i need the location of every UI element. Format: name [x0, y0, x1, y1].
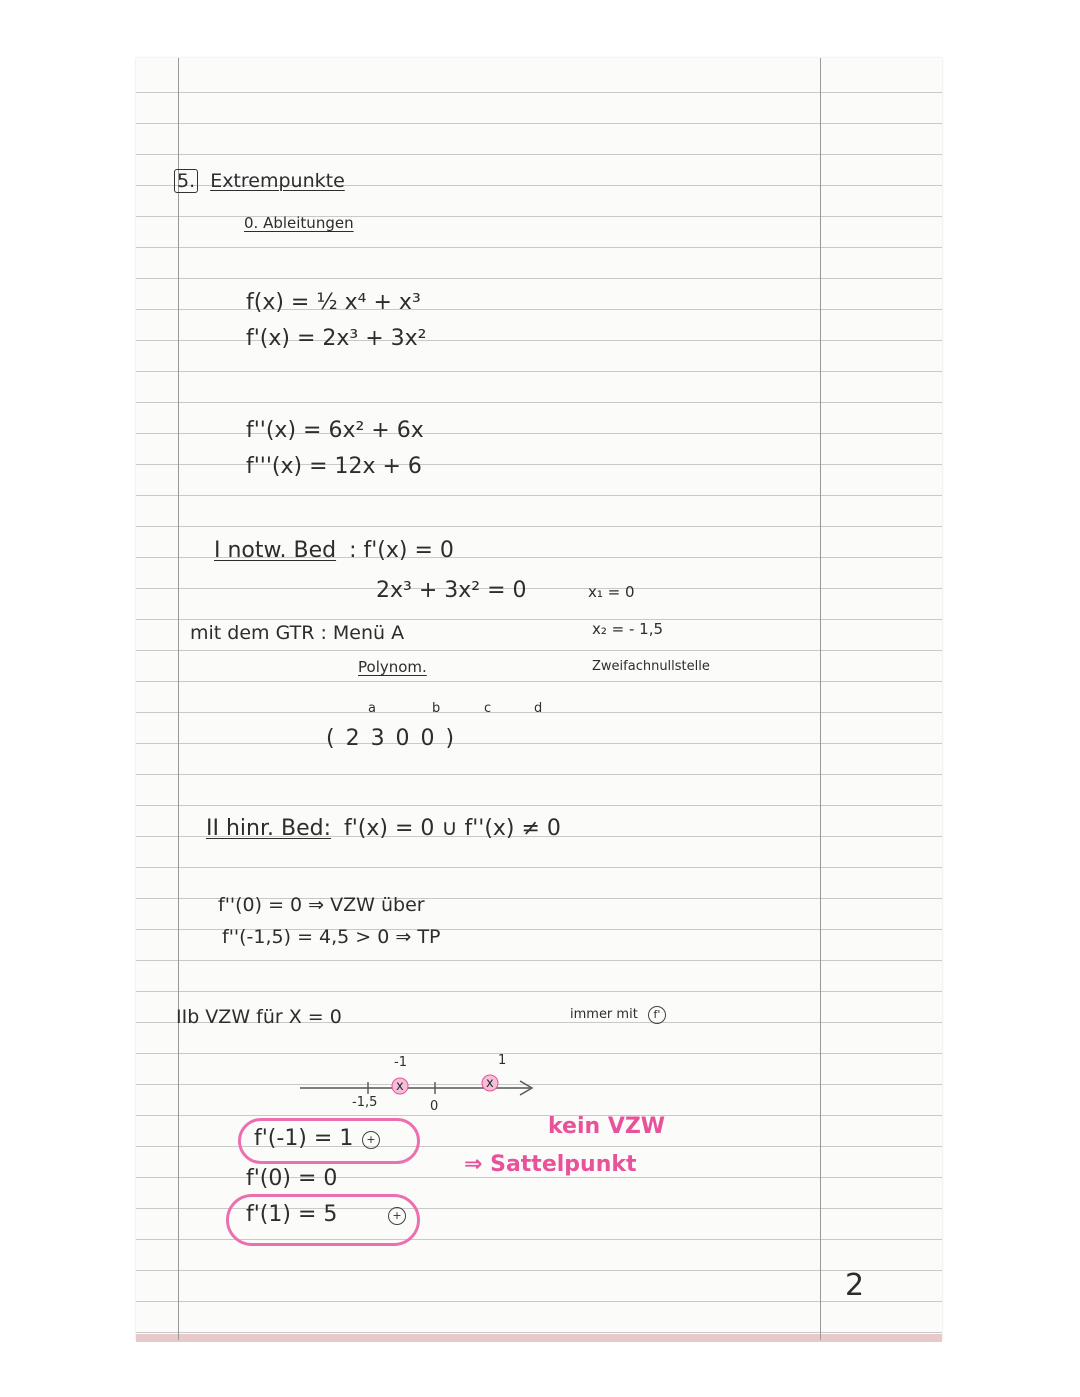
sign-plus-2: +	[388, 1204, 406, 1225]
step-derivatives: 0. Ableitungen	[244, 214, 354, 232]
sign-plus-1: +	[362, 1128, 380, 1149]
conclusion-no-sign-change: kein VZW	[548, 1114, 666, 1139]
coef-letter-a: a	[368, 701, 376, 716]
page-number: 2	[845, 1268, 865, 1303]
left-margin-line	[178, 58, 179, 1340]
check-f2-at-minus-1-5: f''(-1,5) = 4,5 > 0 ⇒ TP	[222, 926, 441, 948]
cond1-label: I notw. Bed	[214, 538, 337, 563]
polynom-label: Polynom.	[358, 658, 427, 676]
coef-letter-c: c	[484, 701, 492, 716]
axis-label-1: 1	[498, 1053, 507, 1068]
section-heading	[174, 172, 345, 191]
page-edge	[136, 1334, 942, 1342]
cond1-equation: : f'(x) = 0	[349, 538, 454, 563]
section-number: 5.	[174, 169, 198, 193]
coef-letter-d: d	[534, 701, 543, 716]
section-title: Extrempunkte	[210, 170, 345, 192]
cond2-line	[206, 818, 561, 840]
check-f2-at-0: f''(0) = 0 ⇒ VZW über	[218, 894, 425, 916]
sign-chart-number-line	[290, 1050, 550, 1120]
cond2b-label: IIb VZW für X = 0	[176, 1006, 342, 1028]
cond2b-note-text: immer mit	[570, 1007, 638, 1022]
derivative-f1: f'(x) = 2x³ + 3x²	[246, 326, 427, 351]
derivative-f3: f'''(x) = 12x + 6	[246, 454, 422, 479]
gtr-instruction: mit dem GTR : Menü A	[190, 622, 405, 644]
test-f1-at-1: f'(1) = 5	[246, 1202, 338, 1227]
test-f1-at-minus-1: f'(-1) = 1	[254, 1126, 354, 1151]
cond1-equation2: 2x³ + 3x² = 0	[376, 578, 527, 603]
double-root-note: Zweifachnullstelle	[592, 659, 710, 674]
derivative-f2: f''(x) = 6x² + 6x	[246, 418, 424, 443]
function-f: f(x) = ½ x⁴ + x³	[246, 290, 421, 315]
root-x1: x₁ = 0	[588, 583, 635, 601]
marker-x-minus-1: x	[396, 1079, 404, 1094]
axis-label-zero: 0	[430, 1099, 439, 1114]
coefficient-vector: ( 2 3 0 0 )	[326, 726, 457, 751]
root-x2: x₂ = - 1,5	[592, 620, 664, 638]
axis-label-minus-1-5: -1,5	[352, 1095, 378, 1110]
coef-letter-b: b	[432, 701, 441, 716]
cond2-label: II hinr. Bed:	[206, 816, 331, 841]
f-prime-circle-icon: f'	[648, 1006, 666, 1024]
cond2-equation: f'(x) = 0 ∪ f''(x) ≠ 0	[344, 816, 561, 841]
test-f1-at-0: f'(0) = 0	[246, 1166, 338, 1191]
marker-x-1: x	[486, 1076, 494, 1091]
cond2b-note	[570, 1006, 666, 1024]
right-margin-line	[820, 58, 821, 1340]
conclusion-saddle-point: ⇒ Sattelpunkt	[464, 1152, 637, 1177]
axis-label-minus-1: -1	[394, 1055, 407, 1070]
cond1-line	[214, 540, 454, 562]
